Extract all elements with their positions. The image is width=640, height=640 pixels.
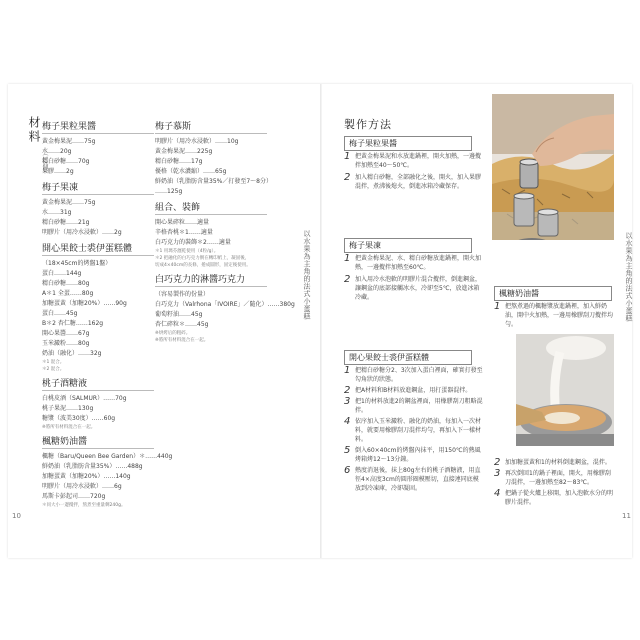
ingredient-line: 白巧克力（Valrhona「IVOIRE」／隨化）……380g [155, 301, 295, 308]
ingredient-line: 黃金梅果泥……75g [42, 199, 96, 206]
ingredient-line: 桃子果泥……130g [42, 405, 94, 412]
ingredient-note: ＊1 用瑪芬瀝乾使用（4粒/g）。 [155, 249, 219, 254]
ingredient-note: ※將所有材料混合在一起。 [42, 425, 96, 430]
step-text: 把精白砂糖分2、3次加入蛋白裡面，確實打發至勾角狀的狀態。 [355, 367, 483, 383]
step-text: 依序加入玉米澱粉、融化的奶油，每加入一次材料，就要用橡膠刮刀混拌均勻，再加入下一樣材料。 [355, 418, 482, 443]
step-number: 4 [344, 416, 351, 427]
step-number: 1 [344, 253, 351, 264]
photo-cutting-sponge [492, 94, 614, 240]
ingredient-line: 水……20g [42, 148, 72, 155]
ingredient-line: 優格（乾水濃縮）……65g [155, 168, 227, 175]
ingredient-line: 開心果醬……67g [42, 330, 90, 337]
step-number: 6 [344, 465, 351, 476]
method-step [344, 366, 484, 384]
step-text: 熱度消退後，抹上80g左右的桃子酒糖液，用直徑4×高度3cm的圓形圈模壓切，直接連同底模放到冷凍庫，冷卻凝固。 [355, 467, 481, 492]
ingredient-line: 精白砂糖……70g [42, 158, 90, 165]
step-number: 2 [344, 274, 351, 285]
step-number: 3 [344, 396, 351, 407]
ingredient-line: 葡萄籽油……45g [155, 311, 203, 318]
step-text: 把黃金梅果泥和水放進鍋裡，開火加熱，一邊攪拌加熱至40～50℃。 [355, 153, 482, 169]
method-step [344, 152, 484, 170]
method-step [494, 469, 614, 487]
left-page-number: 10 [12, 512, 21, 520]
ingredient-line: 辛格杏桃＊1……適量 [155, 229, 213, 236]
step-text: 倒入60×40cm的烤盤內抹平，用150℃的熱風烤箱烤12～13分鐘。 [355, 447, 481, 463]
method-step [344, 275, 484, 302]
step-number: 4 [494, 488, 501, 499]
method-step [344, 446, 484, 464]
step-number: 2 [494, 457, 501, 468]
ingredient-section-heading: 白巧克力的淋醬巧克力 [155, 275, 267, 287]
method-step [344, 397, 484, 415]
step-number: 1 [494, 301, 501, 312]
ingredient-line: 蛋白……45g [42, 310, 78, 317]
step-text: 再次倒回1的鍋子裡面，開火，用橡膠刮刀混拌，一邊加熱至82～83℃。 [505, 470, 611, 486]
right-page-number: 11 [622, 512, 631, 520]
ingredient-note: ＊1 混合。 [42, 360, 65, 365]
step-number: 1 [344, 365, 351, 376]
method-step [494, 489, 614, 507]
ingredient-line: 精白砂糖……17g [155, 158, 203, 165]
ingredient-line: A＊1 全蛋……80g [42, 290, 94, 297]
ingredient-note: ＊2 把融化的白巧克力倒在轉印紙上，凝固後， [155, 256, 250, 261]
ingredient-line: 黃金梅果泥……225g [155, 148, 213, 155]
ingredient-line: 蛋白……144g [42, 270, 82, 277]
ingredients-column-2 [155, 122, 295, 344]
ingredient-line: 果膠……2g [42, 168, 74, 175]
method-section-heading: 梅子果凍 [344, 238, 472, 253]
ingredient-section-heading: 楓糖奶油醬 [42, 437, 154, 449]
method-title: 製作方法 [344, 118, 392, 131]
ingredient-line: 精白砂糖……21g [42, 219, 90, 226]
ingredient-section-heading: 組合、裝飾 [155, 203, 267, 215]
ingredient-line: 白桃皮酒（SALMUR）……70g [42, 395, 127, 402]
ingredient-line: 精白砂糖……80g [42, 280, 90, 287]
method-step [494, 302, 614, 329]
step-number: 3 [494, 468, 501, 479]
step-text: 把黃金梅果泥、水、精白砂糖放進鍋裡，開火加熱，一邊攪拌加熱至60℃。 [355, 255, 482, 271]
method-step [344, 386, 484, 395]
step-text: 把A材料和B材料放進鋼盆，用打蛋器混拌。 [355, 387, 472, 394]
ingredient-section-heading: 開心果餃士裘伊蛋糕體 [42, 244, 154, 256]
step-text: 加入用冷水泡軟的明膠片混合攪拌，倒進鋼盆，讓鋼盆的底部接觸冰水，冷卻至5℃，放進冰箱冷藏。 [355, 276, 482, 301]
step-text: 加入精白砂糖，全部融化之後，開火，加入果膠混拌，煮沸後熄火，倒進冰箱冷藏保存。 [355, 174, 482, 190]
ingredient-line: 白巧克力的裝飾＊2……適量 [155, 239, 231, 246]
ingredient-line: （18×45cm的烤盤1盤） [42, 260, 112, 267]
ingredient-line: 水……31g [42, 209, 72, 216]
right-side-text: 以水果為主角的法式小蛋糕 [625, 232, 633, 322]
ingredient-note: ※烘烤后的粗碎。 [155, 331, 191, 336]
ingredient-line: 鮮奶油（乳脂肪含量35%）……488g [42, 463, 143, 470]
step-number: 1 [344, 151, 351, 162]
method-section-heading: 開心果餃士裘伊蛋糕體 [344, 350, 472, 365]
method-step [344, 254, 484, 272]
ingredient-section-heading: 桃子酒糖液 [42, 379, 154, 391]
ingredient-line: ……125g [155, 188, 183, 195]
book-gutter [320, 84, 322, 558]
ingredient-line: 開心果碎粒……適量 [155, 219, 210, 226]
ingredient-section-heading: 梅子果粒果醬 [42, 122, 154, 134]
ingredient-line: 鮮奶油（乳脂肪含量35%／打發至7～8分） [155, 178, 272, 185]
photo-pouring-cream [516, 334, 614, 446]
ingredient-line: 加糖蛋黃（加糖20%）……90g [42, 300, 127, 307]
ingredient-section-heading: 梅子果凍 [42, 183, 154, 195]
left-side-text: 以水果為主角的法式小蛋糕 [303, 230, 311, 320]
ingredient-line: 明膠片（用冷水浸軟）……6g [42, 483, 122, 490]
method-step [344, 417, 484, 444]
ingredient-note: 切成4×40cm的長條，捲成圓形，固定後使用。 [155, 263, 251, 268]
ingredient-line: 明膠片（用冷水浸軟）……10g [155, 138, 239, 145]
step-number: 2 [344, 172, 351, 183]
ingredient-line: 玉米澱粉……80g [42, 340, 90, 347]
ingredient-line: 杏仁碎粒＊……45g [155, 321, 209, 328]
step-text: 把1的材料放進2的鋼盆裡面，用橡膠刮刀粗略混拌。 [355, 398, 483, 414]
ingredient-note: ※將所有材料混合在一起。 [155, 338, 209, 343]
materials-title: 材料 [27, 116, 41, 144]
step-number: 5 [344, 445, 351, 456]
method-step [344, 466, 484, 493]
ingredient-line: 馬斯卡彭起司……720g [42, 493, 106, 500]
step-number: 2 [344, 385, 351, 396]
method-section-heading: 楓糖奶油醬 [494, 286, 612, 301]
materials-subtitle: （12個） [41, 150, 48, 176]
ingredient-note: ＊2 混合。 [42, 367, 65, 372]
step-text: 加加糖蛋黃和1的材料倒進鋼盆，混拌。 [505, 459, 611, 466]
ingredient-section-heading: 梅子慕斯 [155, 122, 267, 134]
step-text: 把熬煮過的楓糖漿放進鍋裡，加入鮮奶油，開中火加熱，一邊用橡膠刮刀攪拌均勻。 [505, 303, 614, 328]
method-step [344, 173, 484, 191]
ingredient-line: （容易製作的份量） [155, 291, 210, 298]
ingredient-line: 楓糖（Baru/Queen Bee Garden）＊……440g [42, 453, 173, 460]
ingredient-line: B＊2 杏仁糖……162g [42, 320, 104, 327]
ingredient-line: 明膠片（用冷水浸軟）……2g [42, 229, 122, 236]
ingredient-line: 糖漿（波美30度）……60g [42, 415, 116, 422]
method-step [494, 458, 614, 467]
step-text: 把鍋子從火爐上移開，加入泡軟水分的明膠片混拌。 [505, 490, 614, 506]
ingredient-line: 奶油（融化）……32g [42, 350, 102, 357]
ingredient-note: ＊同大小一邊攪拌，熬煮至重量剩240g。 [42, 503, 126, 508]
ingredient-line: 黃金梅果泥……75g [42, 138, 96, 145]
ingredient-line: 加糖蛋黃（加糖20%）……140g [42, 473, 131, 480]
method-section-heading: 梅子果粒果醬 [344, 136, 472, 151]
